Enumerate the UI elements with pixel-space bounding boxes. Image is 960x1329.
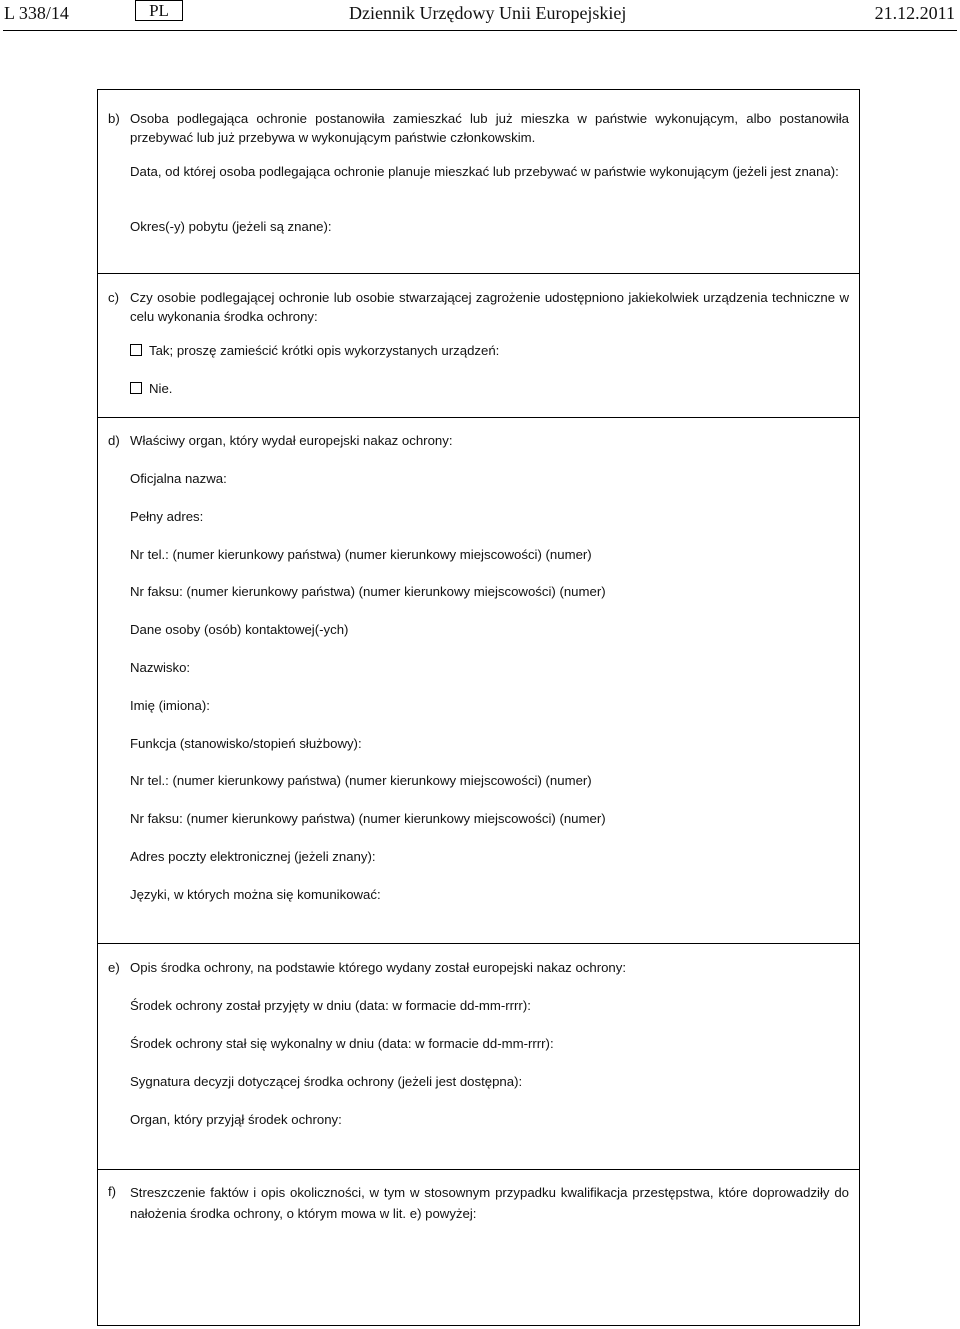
official-name-field: Oficjalna nazwa: [130, 471, 227, 486]
form-table [97, 89, 860, 1326]
publication-date: 21.12.2011 [874, 3, 955, 23]
section-d-heading: Właściwy organ, który wydał europejski nakaz ochrony: [130, 433, 453, 448]
journal-title: Dziennik Urzędowy Unii Europejskiej [349, 3, 627, 23]
checkbox-yes[interactable] [130, 344, 142, 356]
contact-fax-field: Nr faksu: (numer kierunkowy państwa) (numer kierunkowy miejscowości) (numer) [130, 811, 606, 826]
phone-field: Nr tel.: (numer kierunkowy państwa) (numer kierunkowy miejscowości) (numer) [130, 547, 592, 562]
surname-field: Nazwisko: [130, 660, 191, 675]
option-no-label: Nie. [149, 381, 173, 396]
section-e-letter: e) [108, 960, 120, 975]
section-b-letter: b) [108, 111, 120, 126]
option-yes-label: Tak; proszę zamieścić krótki opis wykorzystanych urządzeń: [149, 343, 500, 358]
language-badge: PL [135, 0, 183, 21]
contact-phone-field: Nr tel.: (numer kierunkowy państwa) (numer kierunkowy miejscowości) (numer) [130, 773, 592, 788]
section-f-letter: f) [108, 1184, 117, 1199]
section-b-text: Osoba podlegająca ochronie postanowiła zamieszkać lub już mieszka w państwie wykonującym, albo postanowiła przebywać lub już przebywa w wykonującym państwie członkowskim. [130, 111, 849, 145]
section-f [98, 1169, 859, 1327]
section-b-date-field: Data, od której osoba podlegająca ochronie planuje mieszkać lub przebywać w państwie wykonującym (jeżeli jest znana): [130, 164, 839, 179]
section-d [98, 417, 859, 943]
section-d-letter: d) [108, 433, 120, 448]
section-b-period-field: Okres(-y) pobytu (jeżeli są znane): [130, 219, 332, 234]
adopted-date-field: Środek ochrony został przyjęty w dniu (data: w formacie dd-mm-rrrr): [130, 998, 531, 1013]
section-b [98, 90, 859, 273]
section-f-text: Streszczenie faktów i opis okoliczności, w tym w stosownym przypadku kwalifikacja przestępstwa, które doprowadziły do nałożenia środka ochrony, o którym mowa w lit. e) powyżej: [130, 1185, 849, 1221]
option-yes[interactable] [130, 341, 499, 360]
section-e [98, 943, 859, 1169]
adopting-authority-field: Organ, który przyjął środek ochrony: [130, 1112, 342, 1127]
page-reference: L 338/14 [4, 3, 69, 23]
section-e-heading: Opis środka ochrony, na podstawie którego wydany został europejski nakaz ochrony: [130, 960, 627, 975]
checkbox-no[interactable] [130, 382, 142, 394]
section-c [98, 273, 859, 417]
fax-field: Nr faksu: (numer kierunkowy państwa) (numer kierunkowy miejscowości) (numer) [130, 584, 606, 599]
header-rule [3, 30, 957, 31]
section-c-text: Czy osobie podlegającej ochronie lub osobie stwarzającej zagrożenie udostępniono jakiekolwiek urządzenia techniczne w celu wykonania środka ochrony: [130, 290, 849, 324]
email-field: Adres poczty elektronicznej (jeżeli znany): [130, 849, 376, 864]
page-header [0, 0, 960, 32]
section-c-letter: c) [108, 290, 119, 305]
full-address-field: Pełny adres: [130, 509, 204, 524]
first-names-field: Imię (imiona): [130, 698, 210, 713]
decision-reference-field: Sygnatura decyzji dotyczącej środka ochrony (jeżeli jest dostępna): [130, 1074, 523, 1089]
contact-persons-heading: Dane osoby (osób) kontaktowej(-ych) [130, 622, 349, 637]
option-no[interactable] [130, 379, 172, 398]
position-field: Funkcja (stanowisko/stopień służbowy): [130, 736, 362, 751]
languages-field: Języki, w których można się komunikować: [130, 887, 381, 902]
enforceable-date-field: Środek ochrony stał się wykonalny w dniu (data: w formacie dd-mm-rrrr): [130, 1036, 554, 1051]
